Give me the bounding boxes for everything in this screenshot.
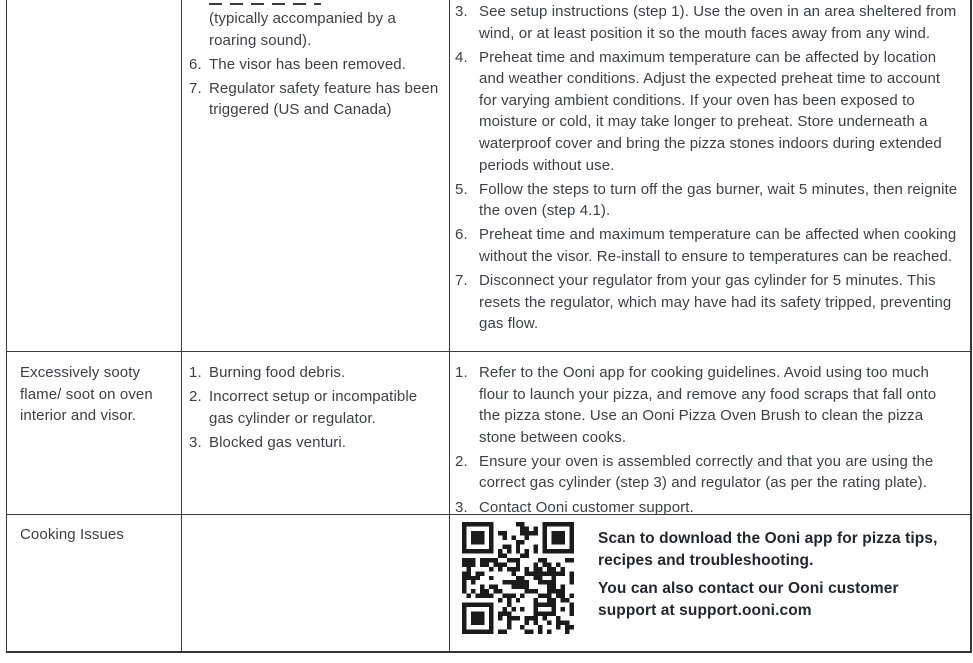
- list-item-number: 1.: [455, 364, 468, 381]
- qr-note: [598, 528, 950, 634]
- list-item-text: Preheat time and maximum temperature can be affected by location and weather conditions. Adjust the expected preheat time to account for varying ambient conditions. If your oven has been exposed to moisture or cold, it may take longer to preheat. Store underneath a waterproof cover and bring the pizza stones indoors during extended periods without use.: [479, 48, 942, 174]
- troubleshooting-table: [6, 0, 972, 653]
- qr-code: [462, 522, 574, 634]
- qr-note-contact-text: You can also contact our Ooni customer support at support.ooni.com: [598, 580, 899, 619]
- list-item-number: 7.: [455, 272, 468, 290]
- list-item-number: 5.: [455, 180, 468, 198]
- list-item-number: 7.: [189, 79, 202, 97]
- list-item-text: (typically accompanied by a roaring sound).: [209, 10, 396, 49]
- issue-cell-row2: [7, 352, 182, 515]
- list-item: [189, 54, 443, 76]
- list-item: [455, 497, 958, 515]
- qr-note-scan-text: Scan to download the Ooni app for pizza tips, recipes and troubleshooting.: [598, 530, 938, 569]
- list-item-text: Follow the steps to turn off the gas burner, wait 5 minutes, then reignite the oven (step 4.1).: [479, 180, 958, 220]
- causes-cell-row2: [182, 352, 450, 515]
- list-item-text: Incorrect setup or incompatible gas cylinder or regulator.: [209, 388, 418, 427]
- solutions-cell-row2: [450, 352, 970, 515]
- list-item: [455, 224, 958, 267]
- list-item-text: Disconnect your regulator from your gas cylinder for 5 minutes. This resets the regulator, which may have had its safety tripped, preventing gas flow.: [479, 272, 952, 333]
- solutions-cell-row1: [450, 0, 970, 352]
- list-item-text: Ensure your oven is assembled correctly and that you are using the correct gas cylinder (step 3) and regulator (as per the rating plate).: [479, 452, 934, 492]
- list-item-number: [189, 8, 209, 51]
- list-item: [455, 1, 958, 44]
- list-item-number: 6.: [189, 55, 202, 73]
- list-item-number: 2.: [189, 388, 202, 406]
- list-item-number: 3.: [455, 498, 468, 515]
- list-item-text: Burning food debris.: [209, 364, 346, 381]
- list-item-number: 1.: [189, 364, 202, 381]
- list-item-number: 3.: [455, 3, 468, 20]
- list-item-text: Blocked gas venturi.: [209, 433, 347, 451]
- causes-cell-row3: [182, 515, 450, 651]
- qr-section: [450, 515, 970, 634]
- issue-cell-row1: [7, 0, 182, 352]
- list-item-number: 3.: [189, 433, 202, 451]
- issue-text: Excessively sooty flame/ soot on oven interior and visor.: [20, 364, 153, 425]
- list-item-text: Preheat time and maximum temperature can be affected when cooking without the visor. Re-install to ensure to temperatures can be reached.: [479, 226, 957, 266]
- list-item: [189, 362, 443, 384]
- list-item: [189, 8, 443, 51]
- list-item: [189, 432, 443, 454]
- list-item-text: Regulator safety feature has been triggered (US and Canada): [209, 79, 439, 119]
- list-item-text: The visor has been removed.: [209, 55, 406, 73]
- list-item-number: 2.: [455, 452, 468, 470]
- causes-cell-row1: [182, 0, 450, 352]
- list-item-text: See setup instructions (step 1). Use the oven in an area sheltered from wind, or at least position it so the mouth faces away from any wind.: [479, 3, 957, 42]
- issue-cell-row3: [7, 515, 182, 651]
- list-item-text: Contact Ooni customer support.: [479, 498, 694, 515]
- list-item-number: 4.: [455, 48, 468, 66]
- list-item-text: Refer to the Ooni app for cooking guidelines. Avoid using too much flour to launch your pizza, and remove any food scraps that fall onto the pizza stone. Use an Ooni Pizza Oven Brush to clean the pizza stone between cooks.: [479, 364, 937, 446]
- list-item: [455, 47, 958, 177]
- list-item: [455, 270, 958, 335]
- list-item: [455, 362, 958, 448]
- clipped-text-fragment: [209, 3, 321, 5]
- list-item: [455, 451, 958, 494]
- list-item: [189, 78, 443, 121]
- issue-text: Cooking Issues: [20, 526, 124, 543]
- list-item: [455, 179, 958, 222]
- list-item: [189, 386, 443, 429]
- list-item-number: 6.: [455, 226, 468, 244]
- solutions-cell-row3: [450, 515, 970, 651]
